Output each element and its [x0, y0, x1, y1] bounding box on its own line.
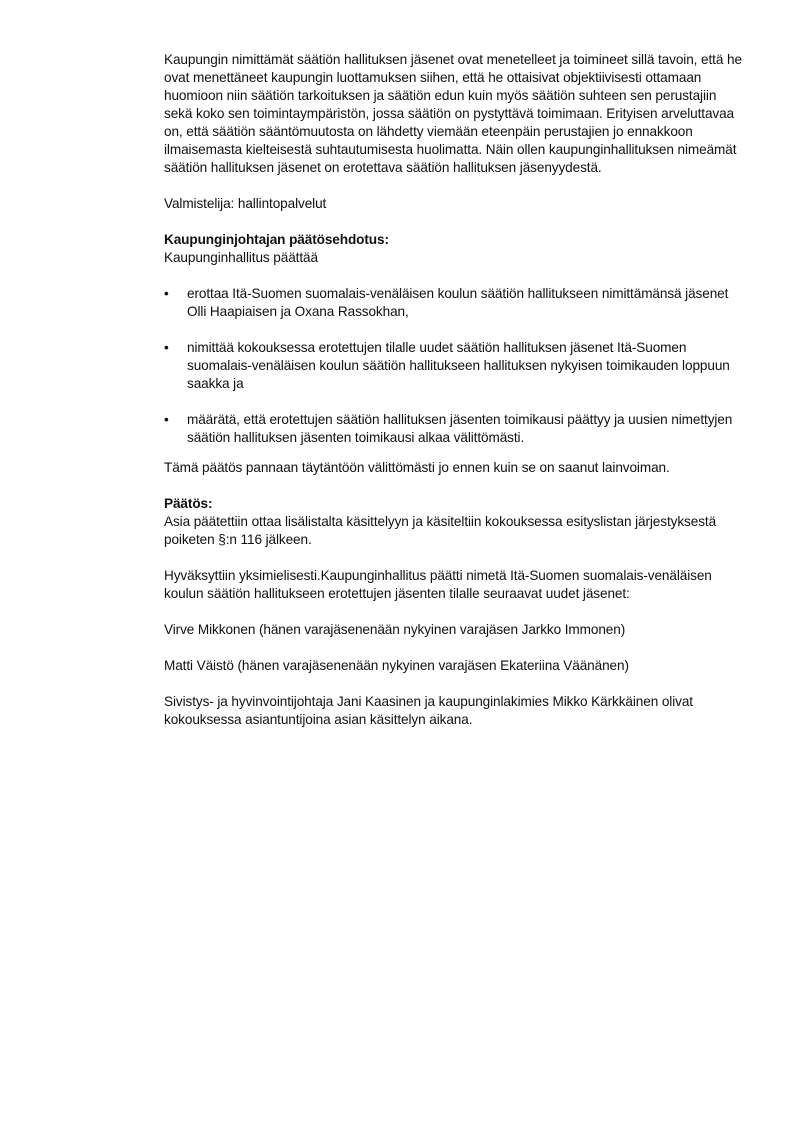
decision-heading: Päätös: [164, 496, 213, 511]
proposal-heading: Kaupunginjohtajan päätösehdotus: [164, 232, 389, 247]
enforcement-paragraph: Tämä päätös pannaan täytäntöön välittömästi jo ennen kuin se on saanut lainvoiman. [164, 460, 670, 475]
spacer [164, 639, 744, 657]
decision-paragraph: Asia päätettiin ottaa lisälistalta käsittelyyn ja käsiteltiin kokouksessa esityslistan järjestyksestä poiketen §:n 116 jälkeen. [164, 514, 717, 547]
bullet-icon: • [164, 286, 169, 301]
intro-paragraph: Kaupungin nimittämät säätiön hallituksen jäsenet ovat menetelleet ja toimineet sillä tavoin, että he ovat menettäneet kaupungin luottamuksen siihen, että he ottaisivat objektiivisesti ottamaan huomioon niin säätiön tarkoituksen ja säätiön edun kuin myös säätiön suhteen sen perustajiin sekä koko sen toimintaympäristön, jossa säätiön on pystyttävä toimimaan. Erityisen arveluttavaa on, että säätiön sääntömuutosta on lähdetty viemään eteenpäin perustajien jo ennakkoon ilmaisemasta kielteisestä suhtautumisesta huolimatta. Näin ollen kaupunginhallituksen nimeämät säätiön hallituksen jäsenet on erotettava säätiön hallituksen jäsenyydestä. [164, 52, 742, 175]
new-member-line: Matti Väistö (hänen varajäsenenään nykyinen varajäsen Ekateriina Väänänen) [164, 658, 629, 673]
spacer [164, 267, 744, 285]
bullet-icon: • [164, 412, 169, 427]
new-member-line: Virve Mikkonen (hänen varajäsenenään nykyinen varajäsen Jarkko Immonen) [164, 622, 626, 637]
proposal-item-text: erottaa Itä-Suomen suomalais-venäläisen koulun säätiön hallitukseen nimittämänsä jäsenet Olli Haapiaisen ja Oxana Rassokhan, [187, 286, 729, 319]
spacer [164, 603, 744, 621]
spacer [164, 177, 744, 195]
spacer [164, 447, 744, 459]
proposal-lead: Kaupunginhallitus päättää [164, 250, 318, 265]
preparer-line: Valmistelija: hallintopalvelut [164, 196, 327, 211]
document-page [164, 51, 744, 729]
proposal-list [164, 285, 744, 447]
proposal-item [164, 285, 744, 321]
spacer [164, 675, 744, 693]
spacer [164, 477, 744, 495]
decision-paragraph: Hyväksyttiin yksimielisesti.Kaupunginhallitus päätti nimetä Itä-Suomen suomalais-venäläisen koulun säätiön hallitukseen erotettujen jäsenten tilalle seuraavat uudet jäsenet: [164, 568, 712, 601]
spacer [164, 393, 744, 411]
proposal-item-text: nimittää kokouksessa erotettujen tilalle uudet säätiön hallituksen jäsenet Itä-Suomen suomalais-venäläisen koulun säätiön hallitukseen hallituksen nykyisen toimikauden loppuun saakka ja [187, 340, 730, 391]
spacer [164, 321, 744, 339]
proposal-item [164, 339, 744, 393]
bullet-icon: • [164, 340, 169, 355]
spacer [164, 549, 744, 567]
experts-paragraph: Sivistys- ja hyvinvointijohtaja Jani Kaasinen ja kaupunginlakimies Mikko Kärkkäinen olivat kokouksessa asiantuntijoina asian käsittelyn aikana. [164, 694, 693, 727]
proposal-item-text: määrätä, että erotettujen säätiön hallituksen jäsenten toimikausi päättyy ja uusien nimettyjen säätiön hallituksen jäsenten toimikausi alkaa välittömästi. [187, 412, 733, 445]
proposal-item [164, 411, 744, 447]
spacer [164, 213, 744, 231]
